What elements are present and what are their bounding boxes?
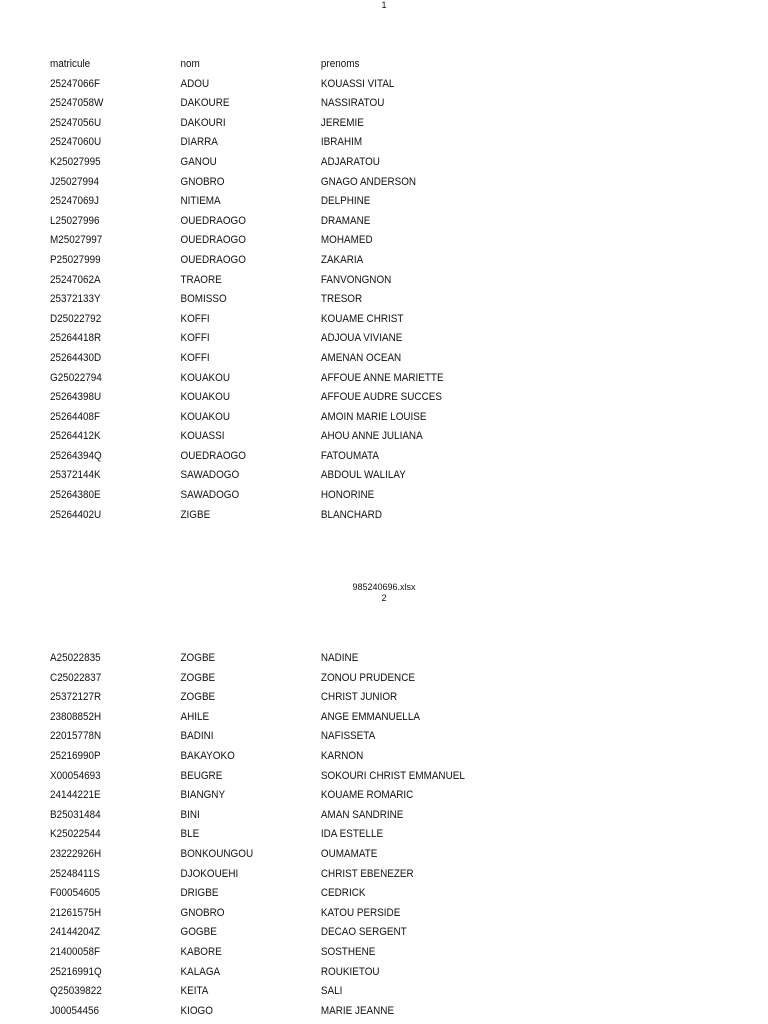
cell-nom: AHILE	[180, 710, 210, 723]
cell-nom: DRIGBE	[180, 887, 219, 900]
cell-matricule: 25247062A	[50, 273, 101, 286]
cell-prenoms: AFFOUE AUDRE SUCCES	[320, 391, 442, 404]
cell-prenoms: ADJOUA VIVIANE	[320, 332, 403, 345]
table-row	[50, 94, 590, 114]
cell-nom: KOUAKOU	[180, 391, 231, 404]
cell-prenoms: KATOU PERSIDE	[320, 906, 401, 919]
cell-matricule: J00054456	[50, 1004, 100, 1017]
cell-prenoms: OUMAMATE	[320, 847, 378, 860]
cell-matricule: 25216991Q	[50, 965, 102, 978]
table-header-row	[50, 55, 590, 75]
table-row	[50, 767, 590, 787]
cell-nom: OUEDRAOGO	[180, 449, 246, 462]
cell-matricule: 24144221E	[50, 789, 101, 802]
cell-prenoms: IBRAHIM	[320, 136, 363, 149]
cell-matricule: L25027996	[50, 214, 100, 227]
table-row	[50, 251, 590, 271]
table-row	[50, 982, 590, 1002]
table-row	[50, 806, 590, 826]
cell-matricule: P25027999	[50, 253, 101, 266]
cell-prenoms: AMENAN OCEAN	[320, 351, 402, 364]
cell-prenoms: ADJARATOU	[320, 155, 380, 168]
cell-matricule: K25022544	[50, 828, 101, 841]
cell-nom: SAWADOGO	[180, 489, 240, 502]
cell-matricule: 21400058F	[50, 945, 101, 958]
cell-prenoms: AMOIN MARIE LOUISE	[320, 410, 427, 423]
cell-nom: BLE	[180, 828, 200, 841]
cell-prenoms: JEREMIE	[320, 116, 364, 129]
cell-nom: TRAORE	[180, 273, 222, 286]
cell-nom: DIARRA	[180, 136, 218, 149]
cell-nom: DJOKOUEHI	[180, 867, 239, 880]
cell-matricule: 21261575H	[50, 906, 102, 919]
cell-nom: SAWADOGO	[180, 469, 240, 482]
cell-prenoms: MARIE JEANNE	[320, 1004, 395, 1017]
cell-prenoms: ANGE EMMANUELLA	[320, 710, 420, 723]
cell-prenoms: IDA ESTELLE	[320, 828, 384, 841]
cell-nom: BAKAYOKO	[180, 749, 235, 762]
table-row	[50, 212, 590, 232]
cell-matricule: 25247060U	[50, 136, 102, 149]
cell-nom: DAKOURI	[180, 116, 226, 129]
cell-nom: KIOGO	[180, 1004, 213, 1017]
cell-matricule: 25216990P	[50, 749, 101, 762]
cell-prenoms: BLANCHARD	[320, 508, 382, 521]
cell-matricule: A25022835	[50, 652, 101, 664]
cell-matricule: 25264408F	[50, 410, 101, 423]
table-row	[50, 427, 590, 447]
cell-nom: BEUGRE	[180, 769, 223, 782]
cell-nom: DAKOURE	[180, 97, 230, 110]
cell-matricule: 25264418R	[50, 332, 102, 345]
cell-matricule: 25247056U	[50, 116, 102, 129]
cell-prenoms: CHRIST JUNIOR	[320, 691, 398, 704]
table-row	[50, 727, 590, 747]
cell-matricule: B25031484	[50, 808, 101, 821]
cell-matricule: 22015778N	[50, 730, 102, 743]
cell-nom: KOUASSI	[180, 430, 225, 443]
table-row	[50, 369, 590, 389]
table-row	[50, 963, 590, 983]
cell-nom: KOFFI	[180, 332, 210, 345]
cell-matricule: 25264412K	[50, 430, 101, 443]
cell-nom: BOMISSO	[180, 293, 227, 306]
cell-prenoms: KOUAME CHRIST	[320, 312, 404, 325]
cell-prenoms: CHRIST EBENEZER	[320, 867, 414, 880]
cell-prenoms: CEDRICK	[320, 887, 366, 900]
cell-matricule: 25372127R	[50, 691, 102, 704]
cell-nom: ZOGBE	[180, 671, 216, 684]
table-row	[50, 173, 590, 193]
table-row	[50, 408, 590, 428]
cell-prenoms: SOSTHENE	[320, 945, 376, 958]
cell-prenoms: TRESOR	[320, 293, 363, 306]
cell-prenoms: DECAO SERGENT	[320, 926, 407, 939]
cell-nom: KABORE	[180, 945, 222, 958]
table-row	[50, 825, 590, 845]
cell-nom: GANOU	[180, 155, 217, 168]
table-row	[50, 271, 590, 291]
page-number-1: 1	[381, 0, 387, 10]
cell-prenoms: AFFOUE ANNE MARIETTE	[320, 371, 444, 384]
cell-matricule: 25372133Y	[50, 293, 101, 306]
table-row	[50, 329, 590, 349]
cell-nom: GOGBE	[180, 926, 217, 939]
table-row	[50, 747, 590, 767]
cell-nom: ADOU	[180, 77, 210, 90]
cell-nom: BADINI	[180, 730, 214, 743]
header-prenoms: prenoms	[320, 58, 360, 70]
cell-nom: KOFFI	[180, 351, 210, 364]
cell-prenoms: HONORINE	[320, 489, 375, 502]
cell-nom: ZOGBE	[180, 652, 216, 664]
sheet-page-1	[50, 55, 650, 525]
cell-nom: NITIEMA	[180, 195, 221, 208]
table-row	[50, 904, 590, 924]
table-row	[50, 486, 590, 506]
table-row	[50, 310, 590, 330]
cell-prenoms: KARNON	[320, 749, 364, 762]
table-row	[50, 114, 590, 134]
table-row	[50, 1002, 590, 1022]
table-row	[50, 231, 590, 251]
table-row	[50, 708, 590, 728]
table-row	[50, 786, 590, 806]
cell-prenoms: NAFISSETA	[320, 730, 376, 743]
cell-matricule: 25264430D	[50, 351, 102, 364]
cell-nom: BIANGNY	[180, 789, 226, 802]
cell-nom: BONKOUNGOU	[180, 847, 254, 860]
cell-matricule: 25247058W	[50, 97, 104, 110]
table-row	[50, 133, 590, 153]
cell-matricule: 23808852H	[50, 710, 102, 723]
table-row	[50, 75, 590, 95]
table-row	[50, 447, 590, 467]
table-row	[50, 688, 590, 708]
cell-nom: OUEDRAOGO	[180, 214, 246, 227]
table-row	[50, 884, 590, 904]
cell-matricule: 24144204Z	[50, 926, 101, 939]
table-row	[50, 506, 590, 526]
cell-nom: GNOBRO	[180, 175, 225, 188]
cell-matricule: F00054605	[50, 887, 101, 900]
cell-matricule: 25247069J	[50, 195, 100, 208]
cell-matricule: M25027997	[50, 234, 103, 247]
cell-nom: KOUAKOU	[180, 371, 231, 384]
cell-matricule: Q25039822	[50, 985, 102, 998]
cell-matricule: 25264402U	[50, 508, 102, 521]
sheet-page-2	[50, 649, 650, 1021]
cell-matricule: K25027995	[50, 155, 101, 168]
cell-prenoms: KOUAME ROMARIC	[320, 789, 414, 802]
cell-nom: KALAGA	[180, 965, 221, 978]
cell-prenoms: NASSIRATOU	[320, 97, 385, 110]
table-row	[50, 153, 590, 173]
cell-nom: ZIGBE	[180, 508, 211, 521]
cell-prenoms: DELPHINE	[320, 195, 371, 208]
cell-nom: ZOGBE	[180, 691, 216, 704]
table-row	[50, 649, 590, 669]
cell-matricule: 23222926H	[50, 847, 102, 860]
cell-prenoms: AMAN SANDRINE	[320, 808, 404, 821]
cell-matricule: 25372144K	[50, 469, 101, 482]
cell-matricule: 25248411S	[50, 867, 100, 880]
cell-nom: GNOBRO	[180, 906, 225, 919]
cell-nom: OUEDRAOGO	[180, 234, 246, 247]
cell-matricule: G25022794	[50, 371, 102, 384]
header-nom: nom	[180, 58, 200, 70]
cell-prenoms: DRAMANE	[320, 214, 371, 227]
table-row	[50, 923, 590, 943]
footer-filename: 985240696.xlsx	[352, 582, 416, 592]
cell-matricule: D25022792	[50, 312, 102, 325]
cell-prenoms: ZONOU PRUDENCE	[320, 671, 415, 684]
table-row	[50, 290, 590, 310]
cell-nom: OUEDRAOGO	[180, 253, 246, 266]
cell-matricule: 25264380E	[50, 489, 101, 502]
cell-prenoms: SOKOURI CHRIST EMMANUEL	[320, 769, 465, 782]
cell-nom: KOFFI	[180, 312, 210, 325]
cell-prenoms: MOHAMED	[320, 234, 373, 247]
table-row	[50, 865, 590, 885]
cell-nom: BINI	[180, 808, 200, 821]
table-row	[50, 845, 590, 865]
cell-prenoms: SALI	[320, 985, 343, 998]
cell-prenoms: NADINE	[320, 652, 359, 664]
cell-nom: KEITA	[180, 985, 209, 998]
page-number-2: 2	[381, 593, 387, 603]
cell-prenoms: ROUKIETOU	[320, 965, 380, 978]
table-row	[50, 192, 590, 212]
cell-prenoms: AHOU ANNE JULIANA	[320, 430, 423, 443]
cell-prenoms: ZAKARIA	[320, 253, 364, 266]
table-row	[50, 466, 590, 486]
cell-matricule: 25264394Q	[50, 449, 102, 462]
header-matricule: matricule	[50, 58, 91, 70]
table-row	[50, 388, 590, 408]
table-row	[50, 943, 590, 963]
cell-nom: KOUAKOU	[180, 410, 231, 423]
table-row	[50, 349, 590, 369]
cell-matricule: J25027994	[50, 175, 100, 188]
cell-prenoms: FANVONGNON	[320, 273, 392, 286]
cell-matricule: 25264398U	[50, 391, 102, 404]
cell-prenoms: KOUASSI VITAL	[320, 77, 395, 90]
cell-prenoms: GNAGO ANDERSON	[320, 175, 417, 188]
cell-matricule: 25247066F	[50, 77, 101, 90]
cell-prenoms: ABDOUL WALILAY	[320, 469, 406, 482]
cell-matricule: C25022837	[50, 671, 102, 684]
table-row	[50, 669, 590, 689]
cell-prenoms: FATOUMATA	[320, 449, 380, 462]
cell-matricule: X00054693	[50, 769, 101, 782]
